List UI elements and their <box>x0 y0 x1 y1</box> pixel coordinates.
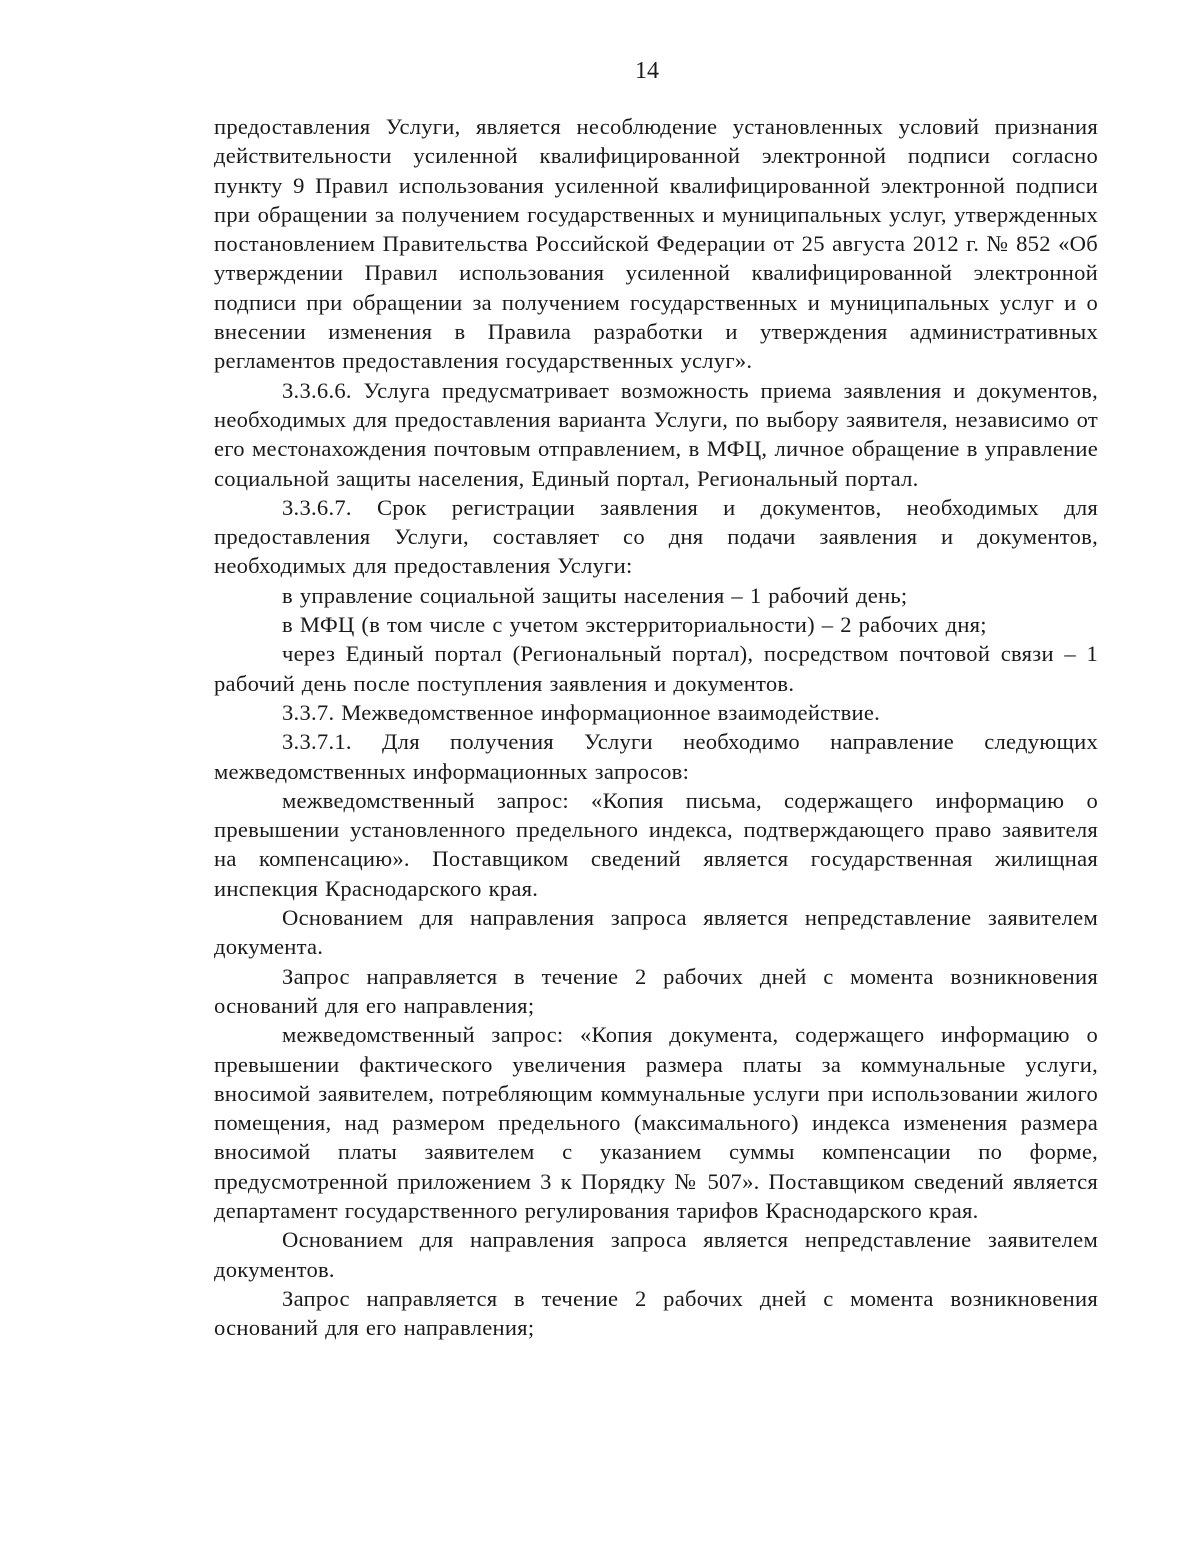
paragraph: предоставления Услуги, является несоблюдение установленных условий признания действительности усиленной квалифицированной электронной подписи согласно пункту 9 Правил использования усиленной квалифицированной электронной подписи при обращении за получением государственных и муниципальных услуг, утвержденных постановлением Правительства Российской Федерации от 25 августа 2012 г. № 852 «Об утверждении Правил использования усиленной квалифицированной электронной подписи при обращении за получением государственных и муниципальных услуг и о внесении изменения в Правила разработки и утверждения административных регламентов предоставления государственных услуг». <box>214 114 1098 374</box>
paragraph: межведомственный запрос: «Копия письма, содержащего информацию о превышении установленного предельного индекса, подтверждающего право заявителя на компенсацию». Поставщиком сведений является государственная жилищная инспекция Краснодарского края. <box>214 787 1098 901</box>
list-item: в управление социальной защиты населения – 1 рабочий день; <box>282 582 908 608</box>
paragraph: межведомственный запрос: «Копия документа, содержащего информацию о превышении фактического увеличения размера платы за коммунальные услуги, вносимой заявителем, потребляющим коммунальные услуги при использовании жилого помещения, над размером предельного (максимального) индекса изменения размера вносимой платы заявителем с указанием суммы компенсации по форме, предусмотренной приложением 3 к Порядку № 507». Поставщиком сведений является департамент государственного регулирования тарифов Краснодарского края. <box>214 1022 1098 1223</box>
paragraph: Запрос направляется в течение 2 рабочих дней с момента возникновения оснований для его направления; <box>214 963 1098 1018</box>
section-heading: 3.3.7. Межведомственное информационное взаимодействие. <box>282 699 881 725</box>
list-item: в МФЦ (в том числе с учетом экстерриториальности) – 2 рабочих дня; <box>282 612 987 638</box>
paragraph: Основанием для направления запроса является непредставление заявителем документов. <box>214 1227 1098 1282</box>
paragraph: 3.3.6.7. Срок регистрации заявления и документов, необходимых для предоставления Услуги, составляет со дня подачи заявления и документов, необходимых для предоставления Услуги: <box>214 494 1098 579</box>
paragraph: Запрос направляется в течение 2 рабочих дней с момента возникновения оснований для его направления; <box>214 1285 1098 1341</box>
paragraph: Основанием для направления запроса является непредставление заявителем документа. <box>214 905 1098 960</box>
paragraph: 3.3.7.1. Для получения Услуги необходимо направление следующих межведомственных информационных запросов: <box>214 729 1098 784</box>
paragraph: 3.3.6.6. Услуга предусматривает возможность приема заявления и документов, необходимых для предоставления варианта Услуги, по выбору заявителя, независимо от его местонахождения почтовым отправлением, в МФЦ, личное обращение в управление социальной защиты населения, Единый портал, Региональный портал. <box>214 377 1098 491</box>
list-item: через Единый портал (Региональный портал), посредством почтовой связи – 1 рабочий день после поступления заявления и документов. <box>214 641 1098 696</box>
page-number: 14 <box>635 58 659 84</box>
document-body <box>214 112 1098 1342</box>
